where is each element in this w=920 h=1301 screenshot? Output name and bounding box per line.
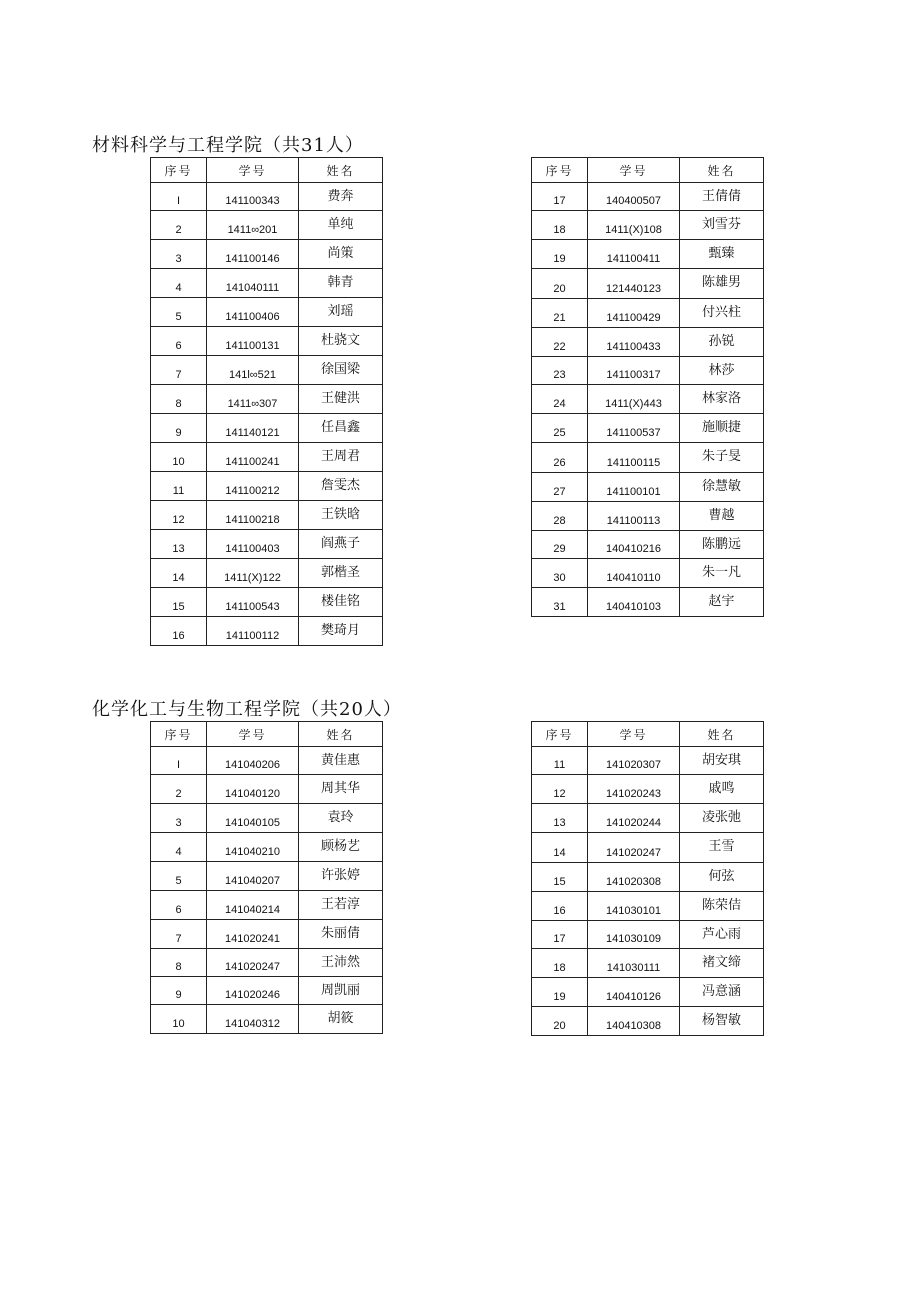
col-header-name: 姓名 (299, 158, 383, 183)
row-seq-number: 15 (151, 588, 207, 617)
table-row (532, 414, 764, 443)
row-student-name: 戚鸣 (680, 775, 764, 804)
row-seq-number: 7 (151, 356, 207, 385)
table-row (151, 472, 383, 501)
table-row (151, 559, 383, 588)
table-row (151, 501, 383, 530)
row-seq-number: 6 (151, 327, 207, 356)
table-row (151, 443, 383, 472)
col-header-seq: 序号 (151, 722, 207, 747)
row-student-id: 141100433 (588, 328, 680, 357)
row-student-id: 141020247 (588, 833, 680, 863)
row-student-name: 郭楷圣 (299, 559, 383, 588)
row-student-id: 141040214 (207, 891, 299, 920)
table-header-row (151, 158, 383, 183)
row-student-name: 杜骁文 (299, 327, 383, 356)
table-row (151, 211, 383, 240)
row-student-id: 121440123 (588, 269, 680, 299)
row-student-id: 140400507 (588, 183, 680, 211)
row-student-name: 朱一凡 (680, 559, 764, 588)
row-seq-number: 11 (151, 472, 207, 501)
row-seq-number: 7 (151, 920, 207, 949)
row-seq-number: 2 (151, 211, 207, 240)
row-student-id: 141040207 (207, 862, 299, 891)
row-seq-number: 31 (532, 588, 588, 617)
row-student-id: 141100101 (588, 473, 680, 502)
table-row (532, 833, 764, 863)
table-row (532, 775, 764, 804)
row-student-name: 尚策 (299, 240, 383, 269)
table-row (532, 473, 764, 502)
table-row (532, 211, 764, 240)
row-student-id: 141020243 (588, 775, 680, 804)
table-row (151, 1005, 383, 1034)
row-student-name: 徐慧敏 (680, 473, 764, 502)
table-row (151, 356, 383, 385)
row-student-id: 141020247 (207, 949, 299, 977)
col-header-seq: 序号 (151, 158, 207, 183)
row-seq-number: 13 (151, 530, 207, 559)
table-row (151, 530, 383, 559)
table-row (532, 559, 764, 588)
row-seq-number: 5 (151, 298, 207, 327)
roster-table-left (150, 157, 383, 646)
roster-table-right (531, 721, 764, 1036)
table-row (532, 531, 764, 559)
row-seq-number: 28 (532, 502, 588, 531)
row-student-name: 冯意涵 (680, 978, 764, 1007)
table-row (532, 299, 764, 328)
row-student-name: 任昌鑫 (299, 414, 383, 443)
row-seq-number: 22 (532, 328, 588, 357)
col-header-seq: 序号 (532, 722, 588, 747)
col-header-seq: 序号 (532, 158, 588, 183)
row-student-name: 陈雄男 (680, 269, 764, 299)
row-student-name: 王若淳 (299, 891, 383, 920)
col-header-student-id: 学号 (207, 158, 299, 183)
table-row (532, 747, 764, 775)
row-student-name: 施顺捷 (680, 414, 764, 443)
row-student-name: 王沛然 (299, 949, 383, 977)
row-seq-number: 19 (532, 240, 588, 269)
row-student-name: 袁玲 (299, 804, 383, 833)
row-student-name: 楼佳铭 (299, 588, 383, 617)
table-row (151, 833, 383, 862)
table-row (532, 502, 764, 531)
table-row (151, 775, 383, 804)
table-row (532, 328, 764, 357)
row-seq-number: 17 (532, 921, 588, 949)
row-student-id: 1411∞201 (207, 211, 299, 240)
row-seq-number: 14 (151, 559, 207, 588)
row-student-id: 141020246 (207, 977, 299, 1005)
row-student-id: 141100343 (207, 183, 299, 211)
table-row (151, 862, 383, 891)
table-row (532, 443, 764, 473)
table-row (532, 921, 764, 949)
row-student-name: 甄臻 (680, 240, 764, 269)
table-row (532, 949, 764, 978)
table-row (151, 747, 383, 775)
row-student-name: 樊琦月 (299, 617, 383, 646)
row-student-id: 141l∞521 (207, 356, 299, 385)
row-student-name: 费奔 (299, 183, 383, 211)
row-seq-number: 29 (532, 531, 588, 559)
row-student-id: 141100212 (207, 472, 299, 501)
row-student-name: 王铁晗 (299, 501, 383, 530)
row-student-name: 王倩倩 (680, 183, 764, 211)
row-seq-number: 23 (532, 357, 588, 385)
row-seq-number: 13 (532, 804, 588, 833)
table-header-row (532, 158, 764, 183)
row-student-id: 141020244 (588, 804, 680, 833)
col-header-name: 姓名 (680, 722, 764, 747)
row-student-name: 朱丽倩 (299, 920, 383, 949)
row-student-id: 1411(X)108 (588, 211, 680, 240)
col-header-name: 姓名 (680, 158, 764, 183)
row-student-id: 141100406 (207, 298, 299, 327)
row-student-name: 顾杨艺 (299, 833, 383, 862)
row-seq-number: I (151, 747, 207, 775)
row-seq-number: 12 (151, 501, 207, 530)
row-student-name: 刘雪芬 (680, 211, 764, 240)
table-row (532, 269, 764, 299)
row-seq-number: 19 (532, 978, 588, 1007)
row-seq-number: 15 (532, 863, 588, 892)
table-row (532, 588, 764, 617)
row-student-id: 141020241 (207, 920, 299, 949)
row-seq-number: 20 (532, 1007, 588, 1036)
row-student-name: 王周君 (299, 443, 383, 472)
row-seq-number: 16 (532, 892, 588, 921)
row-student-id: 141030109 (588, 921, 680, 949)
row-student-id: 140410110 (588, 559, 680, 588)
row-student-id: 141040206 (207, 747, 299, 775)
table-row (532, 385, 764, 414)
row-student-id: 141100131 (207, 327, 299, 356)
row-student-name: 林莎 (680, 357, 764, 385)
row-seq-number: 4 (151, 833, 207, 862)
table-row (151, 949, 383, 977)
row-student-id: 141100403 (207, 530, 299, 559)
col-header-name: 姓名 (299, 722, 383, 747)
row-student-name: 王健洪 (299, 385, 383, 414)
row-student-name: 曹越 (680, 502, 764, 531)
section-title: 化学化工与生物工程学院（共20人） (92, 699, 402, 720)
row-student-name: 何弦 (680, 863, 764, 892)
row-seq-number: 8 (151, 385, 207, 414)
row-seq-number: 3 (151, 804, 207, 833)
roster-table-left (150, 721, 383, 1034)
row-seq-number: 12 (532, 775, 588, 804)
col-header-student-id: 学号 (207, 722, 299, 747)
table-header-row (532, 722, 764, 747)
table-row (532, 978, 764, 1007)
table-row (151, 804, 383, 833)
row-student-name: 赵宇 (680, 588, 764, 617)
row-seq-number: 25 (532, 414, 588, 443)
table-row (532, 240, 764, 269)
row-student-id: 141100218 (207, 501, 299, 530)
row-student-id: 1411(X)443 (588, 385, 680, 414)
row-student-name: 王雪 (680, 833, 764, 863)
row-student-id: 140410126 (588, 978, 680, 1007)
row-student-name: 黄佳惠 (299, 747, 383, 775)
table-row (151, 240, 383, 269)
row-student-name: 徐国梁 (299, 356, 383, 385)
row-student-id: 1411∞307 (207, 385, 299, 414)
row-student-name: 周凯丽 (299, 977, 383, 1005)
roster-table-right (531, 157, 764, 617)
row-student-name: 陈鹏远 (680, 531, 764, 559)
row-student-name: 凌张弛 (680, 804, 764, 833)
row-seq-number: 20 (532, 269, 588, 299)
row-seq-number: 4 (151, 269, 207, 298)
row-seq-number: 18 (532, 211, 588, 240)
row-student-id: 140410216 (588, 531, 680, 559)
row-seq-number: 18 (532, 949, 588, 978)
row-student-name: 林家洛 (680, 385, 764, 414)
row-student-id: 141040120 (207, 775, 299, 804)
table-row (151, 183, 383, 211)
row-student-id: 141100317 (588, 357, 680, 385)
row-seq-number: 3 (151, 240, 207, 269)
row-student-id: 141100411 (588, 240, 680, 269)
table-row (151, 588, 383, 617)
row-student-id: 141100113 (588, 502, 680, 531)
table-row (151, 298, 383, 327)
row-seq-number: 26 (532, 443, 588, 473)
row-student-name: 韩青 (299, 269, 383, 298)
row-student-id: 141100537 (588, 414, 680, 443)
row-student-id: 141100429 (588, 299, 680, 328)
row-seq-number: I (151, 183, 207, 211)
row-student-name: 阎燕子 (299, 530, 383, 559)
table-row (532, 357, 764, 385)
row-student-id: 141030111 (588, 949, 680, 978)
row-student-name: 付兴柱 (680, 299, 764, 328)
row-seq-number: 2 (151, 775, 207, 804)
row-seq-number: 6 (151, 891, 207, 920)
table-row (532, 863, 764, 892)
table-row (532, 892, 764, 921)
table-row (151, 269, 383, 298)
row-seq-number: 30 (532, 559, 588, 588)
row-seq-number: 8 (151, 949, 207, 977)
row-student-name: 朱子旻 (680, 443, 764, 473)
row-seq-number: 14 (532, 833, 588, 863)
row-student-name: 周其华 (299, 775, 383, 804)
row-student-id: 141040312 (207, 1005, 299, 1034)
row-seq-number: 21 (532, 299, 588, 328)
row-student-id: 140410308 (588, 1007, 680, 1036)
row-seq-number: 11 (532, 747, 588, 775)
row-student-name: 单纯 (299, 211, 383, 240)
table-row (151, 414, 383, 443)
row-student-name: 杨智敏 (680, 1007, 764, 1036)
section-title: 材料科学与工程学院（共31人） (92, 135, 364, 156)
col-header-student-id: 学号 (588, 722, 680, 747)
row-student-name: 褚文缔 (680, 949, 764, 978)
col-header-student-id: 学号 (588, 158, 680, 183)
row-seq-number: 9 (151, 977, 207, 1005)
row-student-id: 141030101 (588, 892, 680, 921)
row-seq-number: 17 (532, 183, 588, 211)
row-student-id: 141020308 (588, 863, 680, 892)
row-student-name: 许张婷 (299, 862, 383, 891)
row-student-id: 141100146 (207, 240, 299, 269)
row-seq-number: 16 (151, 617, 207, 646)
row-seq-number: 24 (532, 385, 588, 414)
row-student-name: 胡筱 (299, 1005, 383, 1034)
row-student-id: 140410103 (588, 588, 680, 617)
row-seq-number: 10 (151, 443, 207, 472)
row-student-name: 芦心雨 (680, 921, 764, 949)
row-seq-number: 10 (151, 1005, 207, 1034)
row-student-name: 孙锐 (680, 328, 764, 357)
row-student-id: 141140121 (207, 414, 299, 443)
table-row (151, 385, 383, 414)
row-student-id: 141020307 (588, 747, 680, 775)
row-student-id: 141100112 (207, 617, 299, 646)
table-row (532, 1007, 764, 1036)
row-seq-number: 5 (151, 862, 207, 891)
row-student-name: 胡安琪 (680, 747, 764, 775)
row-seq-number: 27 (532, 473, 588, 502)
table-row (151, 617, 383, 646)
row-student-name: 刘瑶 (299, 298, 383, 327)
table-row (151, 920, 383, 949)
table-row (532, 804, 764, 833)
table-row (532, 183, 764, 211)
table-header-row (151, 722, 383, 747)
table-row (151, 977, 383, 1005)
row-seq-number: 9 (151, 414, 207, 443)
row-student-id: 141100241 (207, 443, 299, 472)
row-student-id: 141100543 (207, 588, 299, 617)
row-student-id: 141040210 (207, 833, 299, 862)
row-student-id: 141040105 (207, 804, 299, 833)
row-student-name: 詹雯杰 (299, 472, 383, 501)
table-row (151, 891, 383, 920)
table-row (151, 327, 383, 356)
row-student-id: 141040111 (207, 269, 299, 298)
row-student-id: 141100115 (588, 443, 680, 473)
row-student-id: 1411(X)122 (207, 559, 299, 588)
row-student-name: 陈荣佶 (680, 892, 764, 921)
